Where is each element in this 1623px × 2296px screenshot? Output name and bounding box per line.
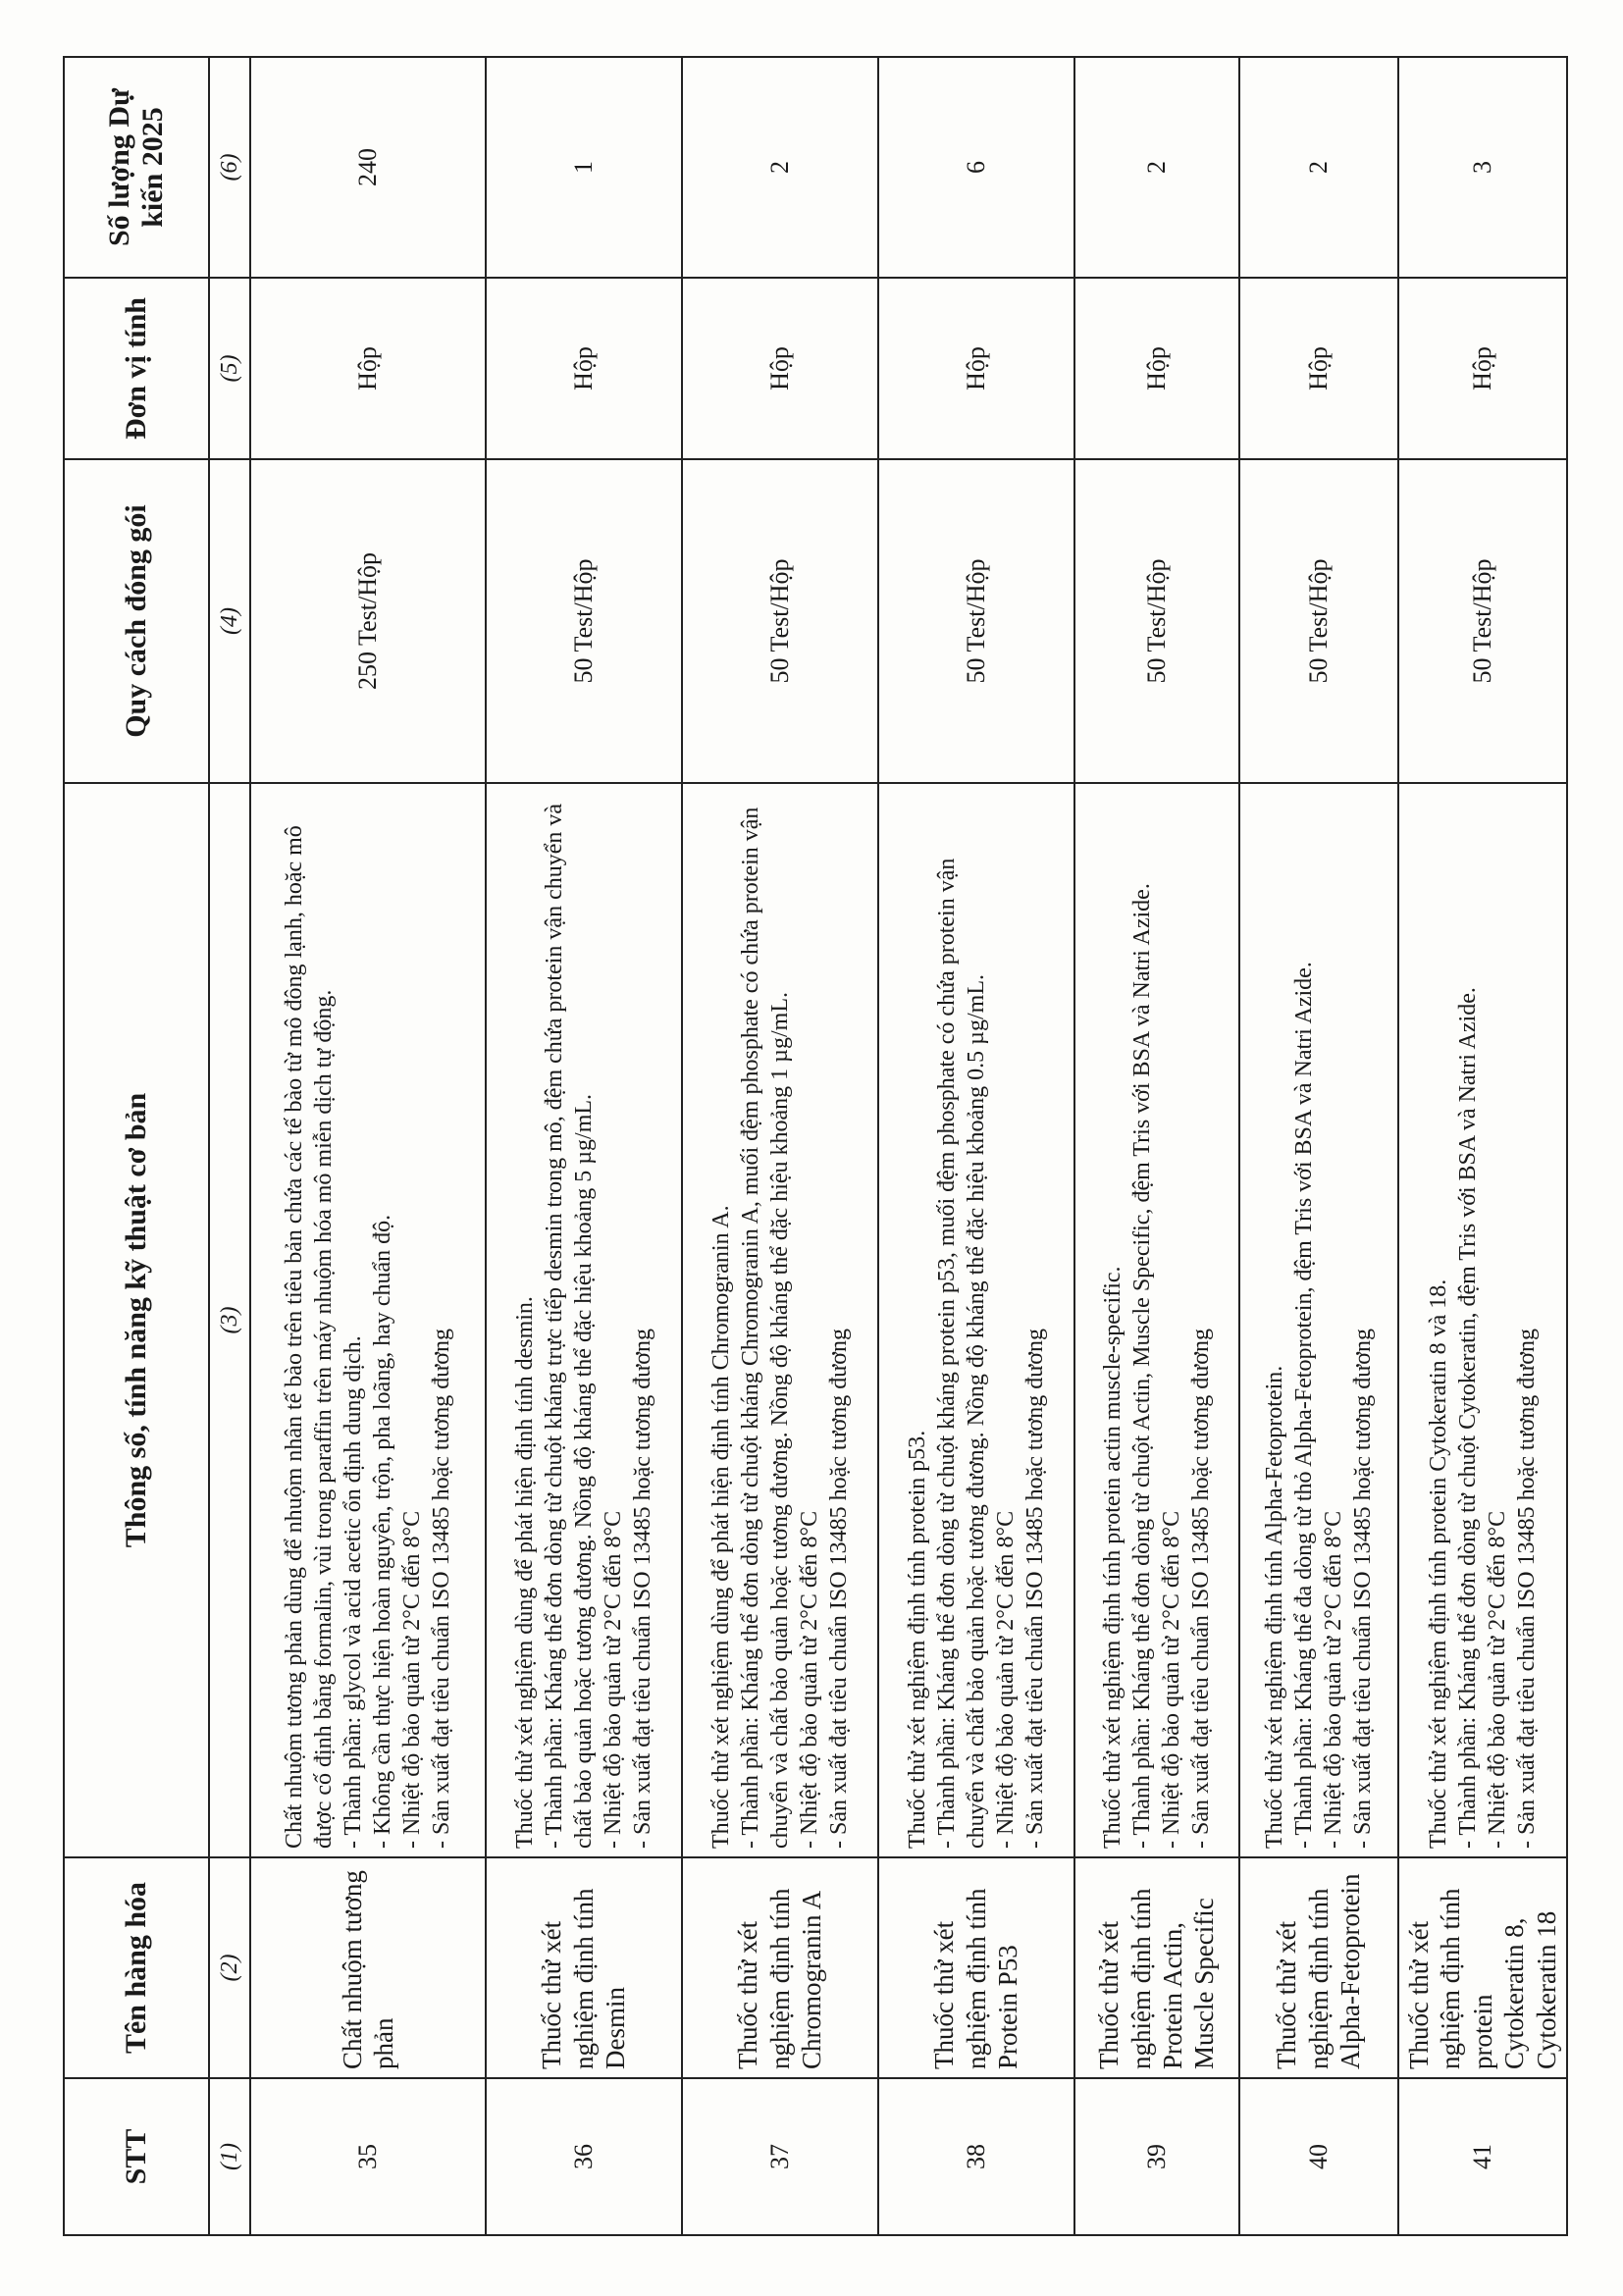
header-row — [64, 57, 209, 2235]
row-unit: Hộp — [486, 278, 682, 459]
row-spec — [1239, 783, 1398, 1857]
header-pack: Quy cách đóng gói — [64, 459, 209, 783]
row-unit: Hộp — [1239, 278, 1398, 459]
table-row — [1398, 57, 1567, 2235]
goods-table — [63, 56, 1568, 2236]
row-qty: 2 — [1074, 57, 1239, 278]
spec-line: - Nhiệt độ bảo quản từ 2°C đến 8°C — [601, 1510, 626, 1849]
row-stt: 35 — [250, 2078, 486, 2235]
row-qty: 6 — [878, 57, 1074, 278]
row-name: Thuốc thử xét nghiệm định tính Protein P53 — [878, 1857, 1074, 2078]
spec-line: - Nhiệt độ bảo quản từ 2°C đến 8°C — [797, 1510, 822, 1849]
spec-line: - Thành phần: Kháng thể đơn dòng từ chuột Actin, Muscle Specific, đệm Tris với BSA và Natri Azide. — [1129, 883, 1155, 1849]
spec-line: - Sản xuất đạt tiêu chuẩn ISO 13485 hoặc tương đương — [1188, 1329, 1214, 1849]
spec-line: Thuốc thử xét nghiệm định tính Alpha-Fetoprotein. — [1262, 1365, 1287, 1849]
spec-line: - Sản xuất đạt tiêu chuẩn ISO 13485 hoặc tương đương — [826, 1329, 852, 1849]
spec-line: - Thành phần: Kháng thể đơn dòng từ chuột Cytokeratin, đệm Tris với BSA và Natri Azide. — [1454, 987, 1481, 1849]
col-number: (1) — [209, 2078, 250, 2235]
col-number: (2) — [209, 1857, 250, 2078]
header-spec: Thông số, tính năng kỹ thuật cơ bản — [64, 783, 209, 1857]
row-unit: Hộp — [250, 278, 486, 459]
row-pack: 50 Test/Hộp — [1074, 459, 1239, 783]
col-number: (6) — [209, 57, 250, 278]
row-spec — [682, 783, 878, 1857]
spec-line: - Nhiệt độ bảo quản từ 2°C đến 8°C — [1484, 1510, 1510, 1849]
row-unit: Hộp — [682, 278, 878, 459]
spec-line: - Sản xuất đạt tiêu chuẩn ISO 13485 hoặc tương đương — [1513, 1329, 1540, 1849]
row-stt: 40 — [1239, 2078, 1398, 2235]
row-stt: 39 — [1074, 2078, 1239, 2235]
spec-line: - Thành phần: Kháng thể đơn dòng từ chuột kháng protein p53, muối đệm phosphate có chứa protein vận chuyển và chất bảo quản hoặc tương đương. Nồng độ kháng thể đặc hiệu khoảng 0.5 µg/mL. — [934, 852, 989, 1849]
spec-line: - Không cần thực hiện hoàn nguyên, trộn, pha loãng, hay chuẩn độ. — [370, 1214, 395, 1849]
col-number: (4) — [209, 459, 250, 783]
table-row — [1074, 57, 1239, 2235]
row-pack: 50 Test/Hộp — [878, 459, 1074, 783]
spec-line: - Nhiệt độ bảo quản từ 2°C đến 8°C — [399, 1510, 425, 1849]
spec-line: Thuốc thử xét nghiệm dùng để phát hiện định tính Chromogranin A. — [708, 1205, 734, 1849]
row-qty: 240 — [250, 57, 486, 278]
header-qty: Số lượng Dự kiến 2025 — [64, 57, 209, 278]
header-name: Tên hàng hóa — [64, 1857, 209, 2078]
col-number: (3) — [209, 783, 250, 1857]
col-number: (5) — [209, 278, 250, 459]
spec-line: - Sản xuất đạt tiêu chuẩn ISO 13485 hoặc tương đương — [1350, 1329, 1376, 1849]
row-qty: 2 — [1239, 57, 1398, 278]
spec-line: - Sản xuất đạt tiêu chuẩn ISO 13485 hoặc tương đương — [1022, 1329, 1048, 1849]
row-qty: 3 — [1398, 57, 1567, 278]
table-row — [1239, 57, 1398, 2235]
row-stt: 37 — [682, 2078, 878, 2235]
row-pack: 50 Test/Hộp — [682, 459, 878, 783]
row-qty: 1 — [486, 57, 682, 278]
row-name: Thuốc thử xét nghiệm định tính Chromogranin A — [682, 1857, 878, 2078]
spec-line: - Sản xuất đạt tiêu chuẩn ISO 13485 hoặc tương đương — [429, 1329, 454, 1849]
row-spec — [878, 783, 1074, 1857]
spec-line: - Thành phần: Kháng thể đa dòng từ thỏ Alpha-Fetoprotein, đệm Tris với BSA và Natri Azide. — [1291, 962, 1317, 1849]
table-row — [486, 57, 682, 2235]
row-name: Thuốc thử xét nghiệm định tính protein Cytokeratin 8, Cytokeratin 18 — [1398, 1857, 1567, 2078]
row-qty: 2 — [682, 57, 878, 278]
row-spec — [1398, 783, 1567, 1857]
row-stt: 38 — [878, 2078, 1074, 2235]
spec-line: Thuốc thử xét nghiệm định tính protein actin muscle-specific. — [1100, 1266, 1126, 1849]
column-number-row — [209, 57, 250, 2235]
table-row — [878, 57, 1074, 2235]
spec-line: - Thành phần: Kháng thể đơn dòng từ chuột kháng trực tiếp desmin trong mô, đệm chứa protein vận chuyển và chất bảo quản hoặc tương đương. Nồng độ kháng thể đặc hiệu khoảng 5 µg/mL. — [542, 797, 597, 1849]
spec-line: - Sản xuất đạt tiêu chuẩn ISO 13485 hoặc tương đương — [630, 1329, 655, 1849]
header-stt: STT — [64, 2078, 209, 2235]
spec-line: Chất nhuộm tương phản dùng để nhuộm nhân tế bào trên tiêu bản chứa các tế bào từ mô đông lạnh, hoặc mô được cố định bằng formalin, vùi trong paraffin trên máy nhuộm hóa mô miễn dịch tự động. — [282, 819, 337, 1849]
row-pack: 250 Test/Hộp — [250, 459, 486, 783]
row-pack: 50 Test/Hộp — [1398, 459, 1567, 783]
row-spec — [486, 783, 682, 1857]
row-spec — [250, 783, 486, 1857]
row-unit: Hộp — [878, 278, 1074, 459]
row-pack: 50 Test/Hộp — [486, 459, 682, 783]
row-stt: 36 — [486, 2078, 682, 2235]
table-row — [682, 57, 878, 2235]
row-pack: 50 Test/Hộp — [1239, 459, 1398, 783]
spec-line: Thuốc thử xét nghiệm định tính protein p53. — [905, 1430, 930, 1849]
row-spec — [1074, 783, 1239, 1857]
spec-line: Thuốc thử xét nghiệm dùng để phát hiện định tính desmin. — [512, 1296, 538, 1849]
spec-line: - Thành phần: glycol và acid acetic ổn định dung dịch. — [340, 1335, 366, 1849]
spec-line: - Thành phần: Kháng thể đơn dòng từ chuột kháng Chromogranin A, muối đệm phosphate có chứa protein vận chuyển và chất bảo quản hoặc tương đương. Nồng độ kháng thể đặc hiệu khoảng 1 µg/mL. — [738, 801, 793, 1849]
row-name: Thuốc thử xét nghiệm định tính Desmin — [486, 1857, 682, 2078]
row-name: Chất nhuộm tương phản — [250, 1857, 486, 2078]
spec-line: Thuốc thử xét nghiệm định tính protein Cytokeratin 8 và 18. — [1425, 1278, 1451, 1849]
row-name: Thuốc thử xét nghiệm định tính Alpha-Fetoprotein — [1239, 1857, 1398, 2078]
header-unit: Đơn vị tính — [64, 278, 209, 459]
table-body — [250, 57, 1567, 2235]
row-name: Thuốc thử xét nghiệm định tính Protein Actin, Muscle Specific — [1074, 1857, 1239, 2078]
spec-line: - Nhiệt độ bảo quản từ 2°C đến 8°C — [1321, 1510, 1346, 1849]
spec-line: - Nhiệt độ bảo quản từ 2°C đến 8°C — [1159, 1510, 1184, 1849]
row-unit: Hộp — [1398, 278, 1567, 459]
row-stt: 41 — [1398, 2078, 1567, 2235]
spec-line: - Nhiệt độ bảo quản từ 2°C đến 8°C — [993, 1510, 1019, 1849]
table-row — [250, 57, 486, 2235]
row-unit: Hộp — [1074, 278, 1239, 459]
